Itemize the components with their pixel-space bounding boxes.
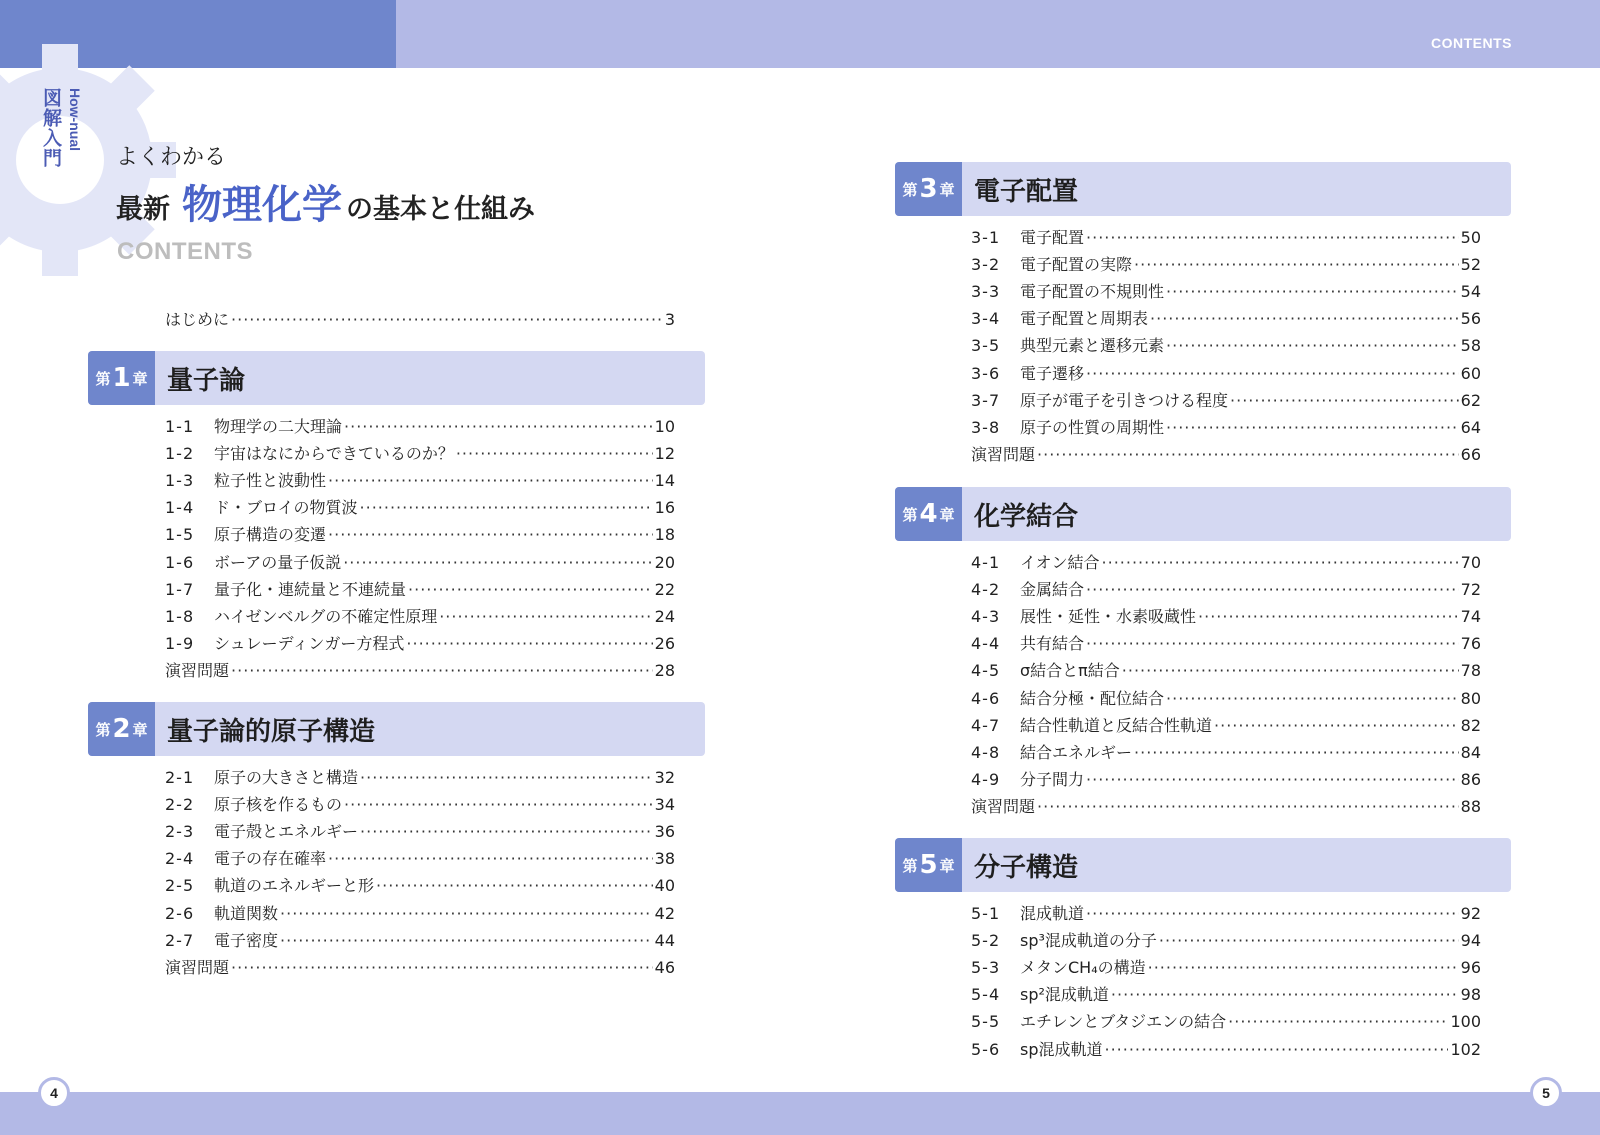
toc-entry-page: 56 (1460, 309, 1481, 329)
chapter-badge-prefix: 第 (902, 505, 918, 524)
toc-exercise-title: 演習問題 (971, 796, 1036, 816)
toc-entry-title: 電子配置と周期表 (1020, 309, 1149, 329)
toc-entry[interactable] (971, 415, 1481, 437)
chapter-badge-suffix: 章 (939, 856, 955, 875)
toc-entry-number: 4-4 (971, 634, 1001, 654)
toc-entry[interactable] (971, 604, 1481, 626)
toc-leader (1166, 418, 1459, 437)
toc-entry-number: 1-3 (165, 471, 195, 491)
toc-entry-page: 72 (1460, 580, 1481, 600)
toc-entry-page: 24 (654, 606, 675, 626)
chapter-2-title: 量子論的原子構造 (167, 716, 376, 747)
chapter-2-header[interactable] (88, 702, 705, 756)
footer-band (0, 1092, 1600, 1135)
running-head: CONTENTS (1431, 35, 1512, 51)
toc-entry-page: 32 (654, 768, 675, 787)
chapter-badge-number: 3 (919, 174, 938, 204)
toc-entry-page: 76 (1460, 634, 1481, 654)
toc-leader (1166, 282, 1459, 301)
toc-leader (406, 634, 652, 653)
toc-entry-page: 94 (1460, 931, 1481, 951)
header-band-right (396, 0, 1600, 68)
toc-entry[interactable] (971, 361, 1481, 383)
toc-entry-title: 原子の大きさと構造 (214, 768, 359, 787)
toc-leader (1037, 445, 1459, 464)
toc-entry-title: 電子配置の実際 (1020, 255, 1133, 275)
toc-leader (1159, 931, 1459, 950)
toc-entry-page: 54 (1460, 282, 1481, 302)
toc-leader (1102, 553, 1459, 572)
toc-entry[interactable] (165, 846, 675, 868)
toc-entry[interactable] (165, 577, 675, 599)
toc-entry[interactable] (971, 658, 1481, 680)
toc-entry-number: 4-7 (971, 715, 1001, 735)
chapter-badge-suffix: 章 (939, 180, 955, 199)
chapter-badge-number: 1 (112, 363, 131, 393)
toc-entry-title: 電子配置 (1020, 228, 1085, 247)
toc-leader (231, 958, 653, 977)
toc-entry-title: イオン結合 (1020, 553, 1100, 572)
chapter-badge-suffix: 章 (939, 505, 955, 524)
toc-entry[interactable] (165, 468, 675, 490)
toc-leader (1086, 364, 1459, 383)
toc-entry-page: 40 (654, 876, 675, 896)
toc-leader (280, 904, 653, 923)
chapter-1-badge (88, 351, 155, 405)
toc-entry-title: 電子密度 (214, 930, 279, 950)
toc-leader (1150, 309, 1459, 328)
toc-entry-title: 展性・延性・水素吸蔵性 (1020, 607, 1197, 627)
toc-leader (328, 525, 653, 544)
toc-exercise-page: 88 (1460, 796, 1481, 816)
toc-entry-title: 物理学の二大理論 (214, 417, 343, 436)
toc-leader (1166, 689, 1459, 708)
toc-entry-title: ド・ブロイの物質波 (214, 498, 358, 518)
toc-entry-title: ボーアの量子仮説 (214, 552, 342, 572)
toc-leader (1228, 1012, 1448, 1031)
series-label-en: How-nual (67, 88, 83, 151)
toc-entry-title: ハイゼンベルグの不確定性原理 (214, 606, 438, 626)
chapter-5-header[interactable] (895, 838, 1511, 892)
toc-entry[interactable] (971, 279, 1481, 301)
toc-intro-page: 3 (664, 310, 675, 329)
chapter-badge-suffix: 章 (132, 720, 148, 739)
toc-entry-number: 1-7 (165, 579, 195, 599)
toc-entry-title: σ結合とπ結合 (1020, 661, 1120, 681)
toc-entry-number: 2-6 (165, 903, 195, 923)
toc-entry-number: 1-2 (165, 444, 195, 464)
toc-entry-number: 3-4 (971, 309, 1001, 329)
toc-leader (1037, 797, 1459, 816)
toc-exercise-page: 46 (654, 957, 675, 977)
toc-leader (231, 310, 663, 329)
toc-entry[interactable] (165, 414, 675, 436)
toc-entry-title: 共有結合 (1020, 634, 1085, 654)
toc-entry-title: sp²混成軌道 (1020, 985, 1109, 1005)
chapter-badge-prefix: 第 (95, 720, 111, 739)
toc-entry-title: 電子の存在確率 (214, 849, 327, 869)
toc-leader (1086, 634, 1459, 653)
toc-entry-number: 5-5 (971, 1012, 1001, 1032)
toc-entry-title: sp混成軌道 (1020, 1039, 1103, 1059)
toc-entry-title: 結合分極・配位結合 (1020, 688, 1165, 708)
toc-leader (1086, 904, 1459, 923)
toc-entry-number: 2-3 (165, 822, 195, 842)
toc-entry-title: 原子が電子を引きつける程度 (1020, 390, 1229, 410)
toc-leader (1198, 607, 1459, 626)
toc-exercise-title: 演習問題 (165, 660, 230, 680)
toc-entry[interactable] (971, 686, 1481, 708)
toc-entry-page: 78 (1460, 661, 1481, 681)
toc-entry-number: 3-8 (971, 417, 1001, 437)
toc-entry-page: 80 (1460, 688, 1481, 708)
toc-entry-number: 2-2 (165, 795, 195, 815)
toc-entry-page: 74 (1460, 607, 1481, 627)
toc-entry[interactable] (971, 333, 1481, 355)
toc-exercise-page: 28 (654, 660, 675, 680)
toc-entry-number: 3-6 (971, 363, 1001, 383)
toc-entry-number: 5-1 (971, 904, 1001, 923)
toc-leader (1086, 580, 1459, 599)
chapter-badge-prefix: 第 (902, 856, 918, 875)
chapter-3-badge (895, 162, 962, 216)
toc-entry[interactable] (971, 225, 1481, 247)
toc-entry-page: 86 (1460, 769, 1481, 789)
toc-entry[interactable] (971, 388, 1481, 410)
title-part-a: 最新 (116, 194, 170, 225)
chapter-5-badge (895, 838, 962, 892)
toc-entry-page: 16 (654, 498, 675, 518)
toc-entry-number: 3-2 (971, 255, 1001, 275)
toc-entry-title: 粒子性と波動性 (214, 471, 327, 491)
toc-entry-title: 宇宙はなにからできているのか？ (214, 444, 454, 464)
toc-exercise[interactable] (165, 658, 675, 680)
chapter-1-title: 量子論 (167, 365, 246, 396)
toc-entry[interactable] (971, 306, 1481, 328)
toc-entry[interactable] (165, 441, 675, 463)
toc-leader (328, 849, 653, 868)
series-label-ja: 図解入門 (40, 88, 62, 168)
toc-entry-page: 18 (654, 525, 675, 545)
toc-entry[interactable] (971, 1037, 1481, 1059)
toc-entry-number: 4-3 (971, 607, 1001, 627)
toc-entry-page: 96 (1460, 958, 1481, 978)
toc-entry-page: 44 (654, 930, 675, 950)
chapter-4-header[interactable] (895, 487, 1511, 541)
toc-entry-page: 102 (1450, 1039, 1481, 1059)
toc-entry-number: 3-5 (971, 336, 1001, 356)
toc-leader (1214, 716, 1459, 735)
toc-entry-page: 82 (1460, 715, 1481, 735)
toc-entry[interactable] (971, 631, 1481, 653)
toc-entry-page: 26 (654, 633, 675, 653)
toc-entry[interactable] (165, 550, 675, 572)
toc-entry-title: sp³混成軌道の分子 (1020, 931, 1157, 951)
toc-entry-title: 電子遷移 (1020, 363, 1085, 383)
toc-entry-title: 量子化・連続量と不連続量 (214, 579, 407, 599)
toc-entry-number: 2-4 (165, 849, 195, 869)
title-part-b: 物理化学 (182, 182, 342, 228)
toc-entry[interactable] (971, 1009, 1481, 1031)
toc-entry[interactable] (971, 740, 1481, 762)
toc-entry-page: 70 (1460, 553, 1481, 572)
toc-entry[interactable] (165, 819, 675, 841)
toc-entry-page: 84 (1460, 742, 1481, 762)
toc-entry-page: 22 (654, 579, 675, 599)
toc-entry-page: 10 (654, 417, 675, 436)
chapter-badge-prefix: 第 (902, 180, 918, 199)
toc-entry-title: 金属結合 (1020, 580, 1085, 600)
toc-entry[interactable] (971, 550, 1481, 572)
toc-exercise[interactable] (971, 794, 1481, 816)
toc-entry-page: 58 (1460, 336, 1481, 356)
toc-entry-title: 混成軌道 (1020, 904, 1085, 923)
contents-heading: CONTENTS (117, 238, 253, 265)
toc-entry-number: 5-6 (971, 1039, 1001, 1059)
toc-entry[interactable] (165, 873, 675, 895)
toc-entry-number: 4-6 (971, 688, 1001, 708)
toc-intro-title: はじめに (165, 310, 230, 329)
toc-entry-page: 98 (1460, 985, 1481, 1005)
chapter-badge-number: 5 (919, 850, 938, 880)
chapter-1-header[interactable] (88, 351, 705, 405)
toc-entry-page: 100 (1450, 1012, 1481, 1032)
toc-leader (344, 795, 653, 814)
series-label (38, 88, 82, 168)
toc-leader (1105, 1040, 1449, 1059)
toc-entry[interactable] (165, 928, 675, 950)
toc-entry-number: 2-7 (165, 930, 195, 950)
toc-entry[interactable] (165, 495, 675, 517)
toc-entry-number: 3-1 (971, 228, 1001, 247)
toc-leader (1166, 336, 1459, 355)
title-prefix: よくわかる (116, 145, 227, 170)
toc-entry-title: 電子殻とエネルギー (214, 822, 359, 842)
toc-entry-title: 軌道関数 (214, 903, 279, 923)
toc-entry-title: 原子核を作るもの (214, 795, 343, 815)
toc-entry-number: 3-7 (971, 390, 1001, 410)
toc-entry-number: 5-3 (971, 958, 1001, 978)
toc-entry-page: 92 (1460, 904, 1481, 923)
toc-entry-page: 62 (1460, 390, 1481, 410)
toc-entry-page: 20 (654, 552, 675, 572)
toc-entry[interactable] (971, 767, 1481, 789)
toc-entry[interactable] (165, 765, 675, 787)
toc-entry-page: 50 (1460, 228, 1481, 247)
toc-exercise[interactable] (971, 442, 1481, 464)
toc-entry-title: 結合性軌道と反結合性軌道 (1020, 715, 1213, 735)
toc-entry[interactable] (971, 713, 1481, 735)
chapter-2-badge (88, 702, 155, 756)
toc-exercise-page: 66 (1460, 444, 1481, 464)
toc-entry-number: 1-6 (165, 552, 195, 572)
toc-leader (408, 580, 653, 599)
toc-entry-page: 60 (1460, 363, 1481, 383)
chapter-4-badge (895, 487, 962, 541)
toc-leader (1134, 255, 1459, 274)
toc-entry-title: 結合エネルギー (1020, 742, 1133, 762)
toc-entry-number: 2-1 (165, 768, 195, 787)
toc-entry-number: 1-1 (165, 417, 195, 436)
toc-entry[interactable] (165, 631, 675, 653)
chapter-3-title: 電子配置 (974, 176, 1079, 207)
toc-exercise[interactable] (165, 955, 675, 977)
toc-entry-number: 4-1 (971, 553, 1001, 572)
toc-entry-title: 典型元素と遷移元素 (1020, 336, 1165, 356)
toc-entry-page: 38 (654, 849, 675, 869)
toc-leader (360, 822, 653, 841)
toc-intro[interactable] (165, 307, 675, 329)
toc-leader (1086, 770, 1459, 789)
toc-leader (360, 768, 653, 787)
toc-entry-title: 軌道のエネルギーと形 (214, 876, 375, 896)
chapter-5-title: 分子構造 (974, 852, 1079, 883)
toc-entry[interactable] (971, 982, 1481, 1004)
page-number-right: 5 (1530, 1077, 1562, 1109)
toc-entry-number: 1-5 (165, 525, 195, 545)
toc-entry-number: 4-5 (971, 661, 1001, 681)
toc-leader (344, 417, 653, 436)
chapter-badge-prefix: 第 (95, 369, 111, 388)
toc-leader (1086, 228, 1459, 247)
toc-entry-number: 1-9 (165, 633, 195, 653)
toc-entry-page: 12 (654, 444, 675, 464)
toc-entry-number: 1-4 (165, 498, 195, 518)
book-title (116, 173, 535, 230)
toc-entry-number: 5-2 (971, 931, 1001, 951)
toc-entry-title: エチレンとブタジエンの結合 (1020, 1012, 1227, 1032)
toc-leader (1148, 958, 1459, 977)
toc-entry[interactable] (971, 252, 1481, 274)
toc-entry[interactable] (971, 928, 1481, 950)
toc-leader (376, 876, 653, 895)
toc-leader (1122, 661, 1459, 680)
toc-entry[interactable] (165, 522, 675, 544)
toc-entry[interactable] (165, 604, 675, 626)
toc-entry[interactable] (971, 901, 1481, 923)
toc-leader (360, 498, 653, 517)
toc-entry-page: 52 (1460, 255, 1481, 275)
toc-entry-page: 34 (654, 795, 675, 815)
toc-entry[interactable] (971, 577, 1481, 599)
toc-entry-page: 36 (654, 822, 675, 842)
toc-leader (1230, 391, 1459, 410)
toc-entry[interactable] (971, 955, 1481, 977)
toc-leader (280, 931, 653, 950)
toc-entry-title: 電子配置の不規則性 (1020, 282, 1165, 302)
toc-entry-page: 14 (654, 471, 675, 491)
toc-entry-number: 4-2 (971, 580, 1001, 600)
page-number-left: 4 (38, 1077, 70, 1109)
toc-leader (328, 471, 653, 490)
toc-leader (1134, 743, 1459, 762)
chapter-badge-number: 2 (112, 714, 131, 744)
toc-entry-title: シュレーディンガー方程式 (214, 633, 405, 653)
toc-exercise-title: 演習問題 (971, 444, 1036, 464)
toc-entry-number: 5-4 (971, 985, 1001, 1005)
toc-entry-number: 4-8 (971, 742, 1001, 762)
toc-leader (1111, 985, 1459, 1004)
toc-entry-title: 原子の性質の周期性 (1020, 417, 1165, 437)
toc-entry[interactable] (165, 901, 675, 923)
toc-leader (439, 607, 652, 626)
toc-entry-page: 42 (654, 903, 675, 923)
toc-entry-number: 2-5 (165, 876, 195, 896)
toc-entry-title: メタンCH₄の構造 (1020, 958, 1146, 978)
toc-entry-number: 3-3 (971, 282, 1001, 302)
title-part-c: の基本と仕組み (346, 194, 535, 225)
chapter-badge-suffix: 章 (132, 369, 148, 388)
toc-entry-title: 分子間力 (1020, 769, 1085, 789)
toc-leader (231, 661, 653, 680)
toc-entry[interactable] (165, 792, 675, 814)
chapter-4-title: 化学結合 (974, 501, 1079, 532)
toc-leader (343, 553, 652, 572)
toc-leader (456, 444, 653, 463)
toc-entry-number: 1-8 (165, 606, 195, 626)
chapter-badge-number: 4 (919, 499, 938, 529)
toc-entry-title: 原子構造の変遷 (214, 525, 327, 545)
toc-entry-number: 4-9 (971, 769, 1001, 789)
chapter-3-header[interactable] (895, 162, 1511, 216)
toc-exercise-title: 演習問題 (165, 957, 230, 977)
toc-entry-page: 64 (1460, 417, 1481, 437)
